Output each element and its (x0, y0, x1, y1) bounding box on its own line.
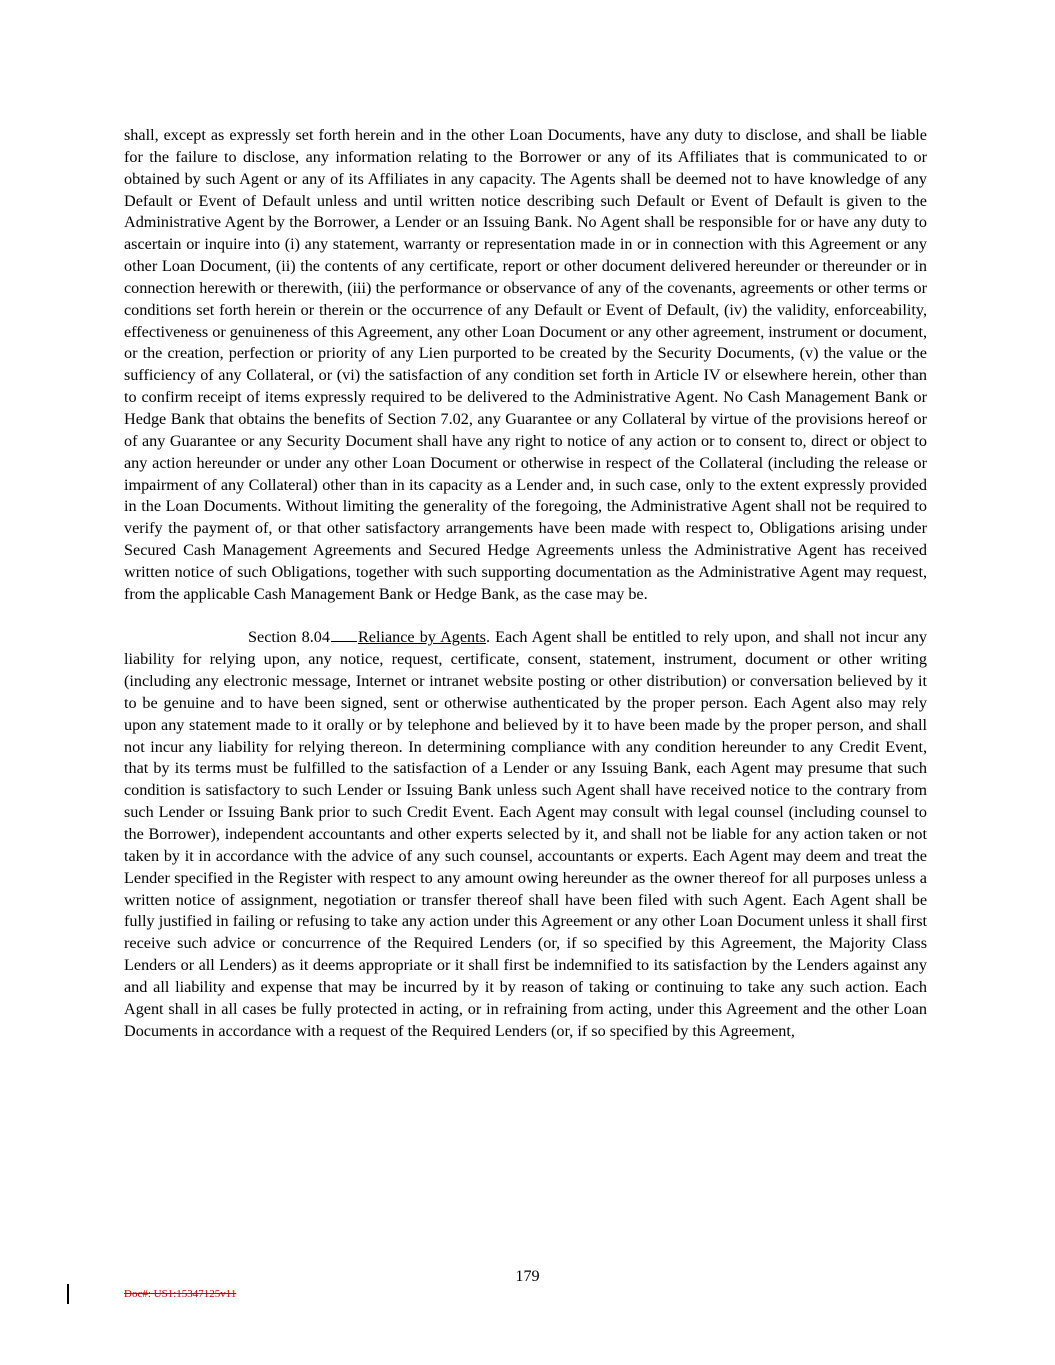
body-paragraph: shall, except as expressly set forth herein and in the other Loan Documents, have any duty to disclose, and shall be liable for the failure to disclose, any information relating to the Borrower or any of its Affiliates that is communicated to or obtained by such Agent or any of its Affiliates in any capacity. The Agents shall be deemed not to have knowledge of any Default or Event of Default unless and until written notice describing such Default or Event of Default is given to the Administrative Agent by the Borrower, a Lender or an Issuing Bank. No Agent shall be responsible for or have any duty to ascertain or inquire into (i) any statement, warranty or representation made in or in connection with this Agreement or any other Loan Document, (ii) the contents of any certificate, report or other document delivered hereunder or thereunder or in connection herewith or therewith, (iii) the performance or observance of any of the covenants, agreements or other terms or conditions set forth herein or therein or the occurrence of any Default or Event of Default, (iv) the validity, enforceability, effectiveness or genuineness of this Agreement, any other Loan Document or any other agreement, instrument or document, or the creation, perfection or priority of any Lien purported to be created by the Security Documents, (v) the value or the sufficiency of any Collateral, or (vi) the satisfaction of any condition set forth in Article IV or elsewhere herein, other than to confirm receipt of items expressly required to be delivered to the Administrative Agent. No Cash Management Bank or Hedge Bank that obtains the benefits of Section 7.02, any Guarantee or any Collateral by virtue of the provisions hereof or of any Guarantee or any Security Document shall have any right to notice of any action or to consent to, direct or object to any action hereunder or under any other Loan Document or otherwise in respect of the Collateral (including the release or impairment of any Collateral) other than in its capacity as a Lender and, in such case, only to the extent expressly provided in the Loan Documents. Without limiting the generality of the foregoing, the Administrative Agent shall not be required to verify the payment of, or that other satisfactory arrangements have been made with respect to, Obligations arising under Secured Cash Management Agreements and Secured Hedge Agreements unless the Administrative Agent has received written notice of such Obligations, together with such supporting documentation as the Administrative Agent may request, from the applicable Cash Management Bank or Hedge Bank, as the case may be. (124, 126, 927, 603)
section-paragraph (124, 627, 927, 1042)
section-body-text: . Each Agent shall be entitled to rely upon, and shall not incur any liability for relying upon, any notice, request, certificate, consent, statement, instrument, document or other writing (including any electronic message, Internet or intranet website posting or other distribution) or conversation believed by it to be genuine and to have been signed, sent or otherwise authenticated by the proper person. Each Agent also may rely upon any statement made to it orally or by telephone and believed by it to have been made by the proper person, and shall not incur any liability for relying thereon. In determining compliance with any condition hereunder to any Credit Event, that by its terms must be fulfilled to the satisfaction of a Lender or any Issuing Bank, each Agent may presume that such condition is satisfactory to such Lender or Issuing Bank unless such Agent shall have received notice to the contrary from such Lender or Issuing Bank prior to such Credit Event. Each Agent may consult with legal counsel (including counsel to the Borrower), independent accountants and other experts selected by it, and shall not be liable for any action taken or not taken by it in accordance with the advice of any such counsel, accountants or experts. Each Agent may deem and treat the Lender specified in the Register with respect to any amount owing hereunder as the owner thereof for all purposes unless a written notice of assignment, negotiation or transfer thereof shall have been filed with such Agent. Each Agent shall be fully justified in failing or refusing to take any action under this Agreement or any other Loan Document unless it shall first receive such advice or concurrence of the Required Lenders (or, if so specified by this Agreement, the Majority Class Lenders or all Lenders) as it deems appropriate or it shall first be indemnified to its satisfaction by the Lenders against any and all liability and expense that may be incurred by it by reason of taking or continuing to take any such action. Each Agent shall in all cases be fully protected in acting, or in refraining from acting, under this Agreement and the other Loan Documents in accordance with a request of the Required Lenders (or, if so specified by this Agreement, (124, 628, 928, 1040)
section-number: Section 8.04 (248, 628, 330, 647)
document-body (124, 125, 927, 1042)
section-tab-leader (331, 627, 357, 642)
section-heading: Reliance by Agents (357, 628, 486, 647)
revision-change-bar (67, 1284, 69, 1304)
document-id-footer: Doc#: US1:15347125v11 (124, 1288, 237, 1300)
page-number: 179 (515, 1267, 540, 1285)
